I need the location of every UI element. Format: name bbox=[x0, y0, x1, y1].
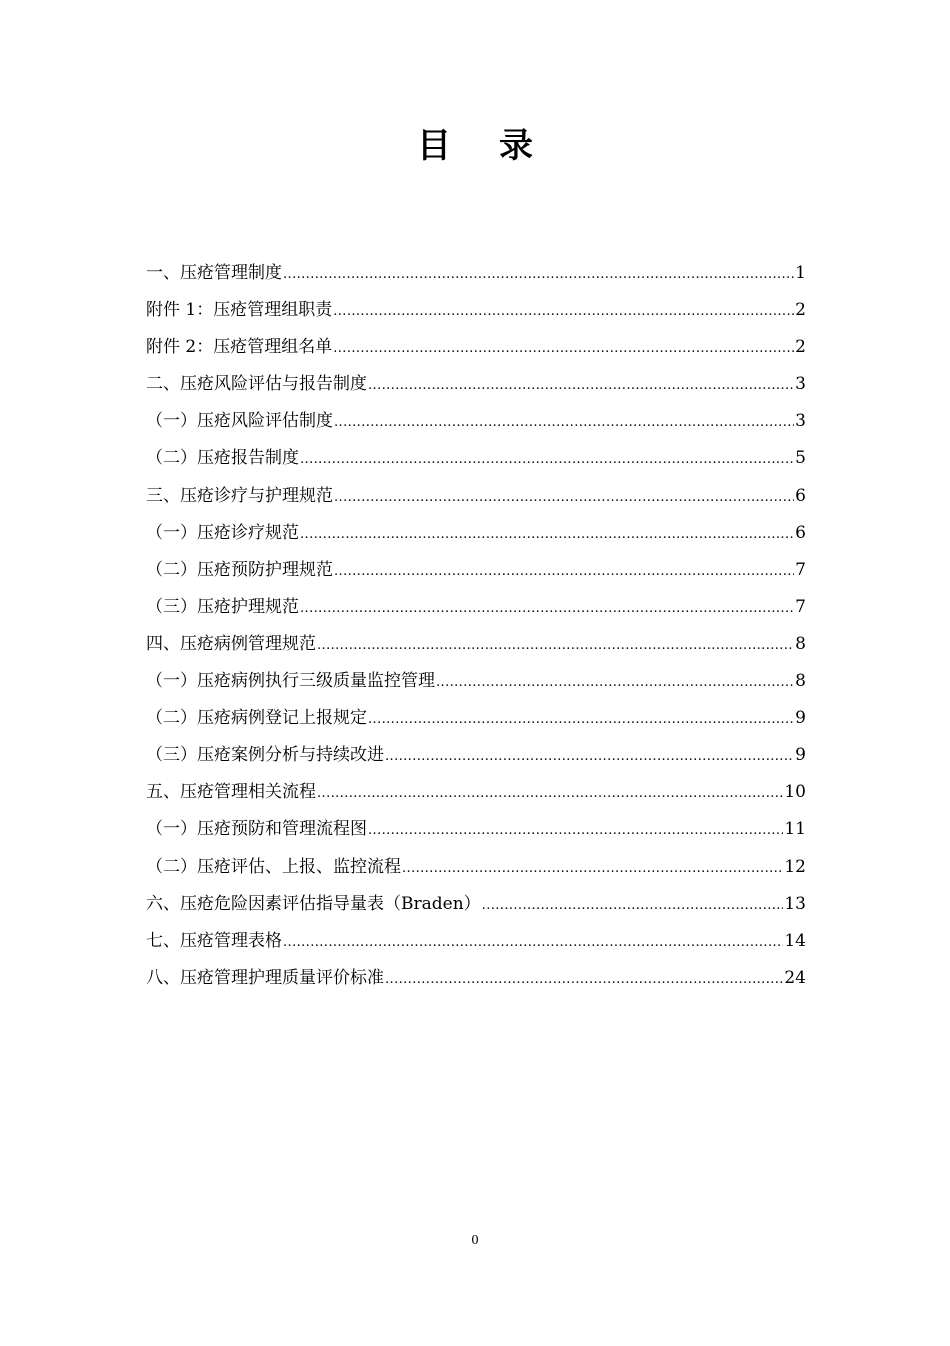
toc-entry-page-number: 8 bbox=[795, 671, 806, 692]
toc-entry[interactable] bbox=[146, 295, 806, 332]
dot-leader bbox=[385, 965, 783, 995]
toc-entry[interactable] bbox=[146, 889, 806, 926]
toc-entry-page-number: 11 bbox=[784, 819, 806, 840]
toc-entry-title: （一）压疮风险评估制度 bbox=[146, 411, 333, 432]
toc-entry-title: 五、压疮管理相关流程 bbox=[146, 782, 316, 803]
toc-entry-title: 六、压疮危险因素评估指导量表（Braden） bbox=[146, 893, 481, 914]
dot-leader bbox=[334, 557, 794, 587]
toc-entry-page-number: 12 bbox=[784, 856, 806, 877]
toc-entry[interactable] bbox=[146, 369, 806, 406]
toc-entry-title: 一、压疮管理制度 bbox=[146, 263, 282, 283]
toc-entry-page-number: 5 bbox=[795, 448, 806, 469]
dot-leader bbox=[300, 594, 794, 624]
dot-leader bbox=[385, 742, 794, 772]
dot-leader bbox=[334, 408, 794, 438]
dot-leader bbox=[402, 854, 783, 884]
toc-entry-title: （一）压疮预防和管理流程图 bbox=[146, 819, 367, 840]
toc-entry[interactable] bbox=[146, 332, 806, 369]
toc-entry[interactable] bbox=[146, 592, 806, 629]
toc-entry-title: 附件 2：压疮管理组名单 bbox=[146, 337, 333, 358]
toc-entry-page-number: 9 bbox=[795, 745, 806, 766]
toc-entry[interactable] bbox=[146, 518, 806, 555]
toc-entry-title: （二）压疮病例登记上报规定 bbox=[146, 708, 367, 729]
toc-entry-page-number: 3 bbox=[795, 411, 806, 432]
toc-entry-page-number: 24 bbox=[784, 967, 806, 988]
toc-entry[interactable] bbox=[146, 926, 806, 963]
toc-entry-title: （一）压疮病例执行三级质量监控管理 bbox=[146, 671, 435, 692]
toc-entry[interactable] bbox=[146, 555, 806, 592]
dot-leader bbox=[436, 668, 794, 698]
toc-entry[interactable] bbox=[146, 777, 806, 814]
toc-entry-title: （一）压疮诊疗规范 bbox=[146, 522, 299, 543]
toc-entry-title: （二）压疮预防护理规范 bbox=[146, 559, 333, 580]
toc-entry-page-number: 6 bbox=[795, 522, 806, 543]
toc-entry-page-number: 9 bbox=[795, 708, 806, 729]
dot-leader bbox=[368, 816, 783, 846]
toc-entry[interactable] bbox=[146, 666, 806, 703]
dot-leader bbox=[317, 631, 794, 661]
toc-entry[interactable] bbox=[146, 443, 806, 480]
toc-entry[interactable] bbox=[146, 629, 806, 666]
dot-leader bbox=[300, 445, 794, 475]
toc-entry[interactable] bbox=[146, 852, 806, 889]
toc-entry-page-number: 14 bbox=[784, 930, 806, 951]
toc-entry-page-number: 7 bbox=[795, 559, 806, 580]
toc-entry-title: （二）压疮评估、上报、监控流程 bbox=[146, 856, 401, 877]
dot-leader bbox=[283, 928, 783, 958]
toc-entry[interactable] bbox=[146, 258, 806, 295]
toc-entry-title: （三）压疮案例分析与持续改进 bbox=[146, 745, 384, 766]
toc-entry[interactable] bbox=[146, 481, 806, 518]
toc-entry[interactable] bbox=[146, 703, 806, 740]
table-of-contents bbox=[146, 258, 806, 1000]
toc-entry[interactable] bbox=[146, 963, 806, 1000]
dot-leader bbox=[482, 891, 784, 921]
toc-entry-page-number: 2 bbox=[795, 300, 806, 321]
toc-entry-title: （二）压疮报告制度 bbox=[146, 448, 299, 469]
toc-entry-page-number: 13 bbox=[784, 893, 806, 914]
toc-entry[interactable] bbox=[146, 814, 806, 851]
toc-entry-page-number: 1 bbox=[795, 263, 806, 283]
toc-entry[interactable] bbox=[146, 406, 806, 443]
toc-entry-page-number: 3 bbox=[795, 374, 806, 395]
toc-entry[interactable] bbox=[146, 740, 806, 777]
dot-leader bbox=[333, 334, 794, 364]
toc-entry-page-number: 10 bbox=[784, 782, 806, 803]
toc-entry-title: 八、压疮管理护理质量评价标准 bbox=[146, 967, 384, 988]
dot-leader bbox=[368, 371, 794, 401]
toc-entry-title: 二、压疮风险评估与报告制度 bbox=[146, 374, 367, 395]
toc-entry-page-number: 6 bbox=[795, 485, 806, 506]
toc-entry-title: （三）压疮护理规范 bbox=[146, 596, 299, 617]
toc-entry-page-number: 8 bbox=[795, 633, 806, 654]
dot-leader bbox=[368, 705, 794, 735]
dot-leader bbox=[300, 520, 794, 550]
toc-entry-title: 七、压疮管理表格 bbox=[146, 930, 282, 951]
dot-leader bbox=[317, 779, 783, 809]
toc-entry-title: 三、压疮诊疗与护理规范 bbox=[146, 485, 333, 506]
dot-leader bbox=[333, 297, 794, 327]
dot-leader bbox=[283, 260, 794, 290]
toc-entry-title: 附件 1：压疮管理组职责 bbox=[146, 300, 333, 321]
page-number: 0 bbox=[471, 1233, 479, 1248]
toc-entry-title: 四、压疮病例管理规范 bbox=[146, 633, 316, 654]
page-title: 目录 bbox=[417, 126, 581, 166]
toc-entry-page-number: 7 bbox=[795, 596, 806, 617]
dot-leader bbox=[334, 483, 794, 513]
toc-entry-page-number: 2 bbox=[795, 337, 806, 358]
